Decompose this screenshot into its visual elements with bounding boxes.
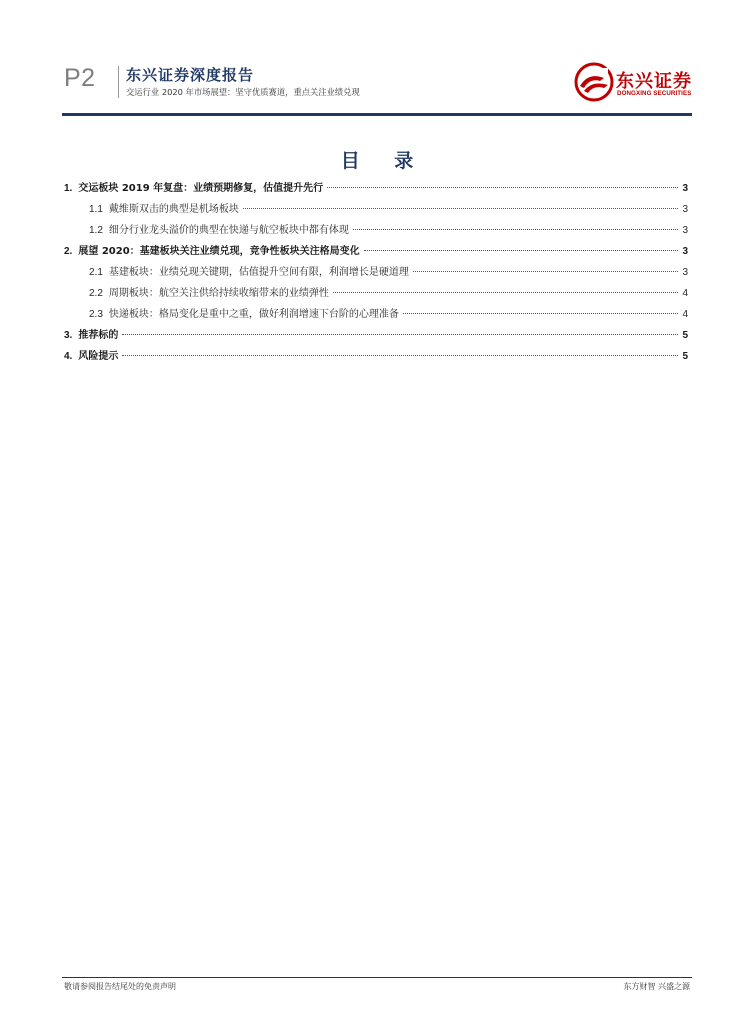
footer-slogan: 东方财智 兴盛之源 bbox=[623, 982, 690, 991]
dongxing-logo-mark-icon bbox=[574, 62, 614, 102]
toc-dot-leader bbox=[243, 207, 679, 209]
toc-entry-number: 4. bbox=[64, 351, 73, 362]
report-title: 东兴证券深度报告 bbox=[126, 66, 255, 84]
toc-entry-number: 1.1 bbox=[89, 204, 103, 215]
toc-entry-number: 2. bbox=[64, 246, 73, 257]
toc-entry-text: 展望 2020：基建板块关注业绩兑现，竞争性板块关注格局变化 bbox=[78, 246, 360, 257]
toc-entry-number: 2.1 bbox=[89, 267, 103, 278]
toc-entry-text: 基建板块：业绩兑现关键期，估值提升空间有限，利润增长是硬道理 bbox=[108, 267, 409, 278]
report-subtitle: 交运行业 2020 年市场展望：坚守优质赛道，重点关注业绩兑现 bbox=[126, 87, 360, 97]
toc-entry-section[interactable] bbox=[64, 178, 688, 199]
toc-dot-leader bbox=[333, 291, 679, 293]
toc-entry-page-number: 5 bbox=[682, 351, 688, 362]
logo-name-cn: 东兴证券 bbox=[616, 71, 692, 92]
toc-entry-text: 风险提示 bbox=[78, 351, 119, 362]
toc-entry-subsection[interactable] bbox=[64, 220, 688, 241]
header-divider bbox=[118, 66, 119, 98]
toc-entry-number: 1.2 bbox=[89, 225, 103, 236]
toc-entry-number: 2.3 bbox=[89, 309, 103, 320]
toc-dot-leader bbox=[364, 249, 679, 251]
page-number: P2 bbox=[64, 64, 96, 92]
toc-entry-page-number: 3 bbox=[682, 267, 688, 278]
page-header bbox=[0, 0, 754, 118]
toc-dot-leader bbox=[327, 186, 678, 188]
toc-entry-text: 推荐标的 bbox=[78, 330, 119, 341]
footer-rule bbox=[62, 977, 692, 978]
logo-name-en: DONGXING SECURITIES bbox=[617, 90, 692, 97]
toc-entry-text: 周期板块：航空关注供给持续收缩带来的业绩弹性 bbox=[108, 288, 329, 299]
toc-entry-subsection[interactable] bbox=[64, 304, 688, 325]
toc-dot-leader bbox=[122, 333, 678, 335]
toc-entry-subsection[interactable] bbox=[64, 199, 688, 220]
toc-entry-subsection[interactable] bbox=[64, 283, 688, 304]
toc-dot-leader bbox=[413, 270, 679, 272]
toc-entry-number: 1. bbox=[64, 183, 73, 194]
header-rule bbox=[62, 113, 692, 116]
toc-entry-page-number: 3 bbox=[682, 225, 688, 236]
toc-entry-page-number: 3 bbox=[682, 246, 688, 257]
toc-entry-page-number: 3 bbox=[682, 204, 688, 215]
toc-dot-leader bbox=[122, 354, 678, 356]
toc-entry-page-number: 4 bbox=[682, 288, 688, 299]
toc-entry-page-number: 3 bbox=[682, 183, 688, 194]
toc-entry-section[interactable] bbox=[64, 241, 688, 262]
company-logo bbox=[574, 62, 694, 102]
toc-entry-number: 2.2 bbox=[89, 288, 103, 299]
toc-entry-page-number: 4 bbox=[682, 309, 688, 320]
toc-dot-leader bbox=[353, 228, 679, 230]
toc-entry-text: 戴维斯双击的典型是机场板块 bbox=[108, 204, 239, 215]
toc-entry-text: 交运板块 2019 年复盘：业绩预期修复，估值提升先行 bbox=[78, 183, 324, 194]
toc-entry-page-number: 5 bbox=[682, 330, 688, 341]
toc-entry-number: 3. bbox=[64, 330, 73, 341]
toc-entry-section[interactable] bbox=[64, 346, 688, 367]
toc-title: 目 录 bbox=[340, 150, 428, 172]
toc-entry-section[interactable] bbox=[64, 325, 688, 346]
toc-entry-subsection[interactable] bbox=[64, 262, 688, 283]
footer-disclaimer-note: 敬请参阅报告结尾处的免责声明 bbox=[64, 982, 176, 991]
toc-dot-leader bbox=[403, 312, 679, 314]
table-of-contents bbox=[64, 178, 688, 367]
toc-entry-text: 细分行业龙头溢价的典型在快递与航空板块中都有体现 bbox=[108, 225, 349, 236]
toc-entry-text: 快递板块：格局变化是重中之重，做好利润增速下台阶的心理准备 bbox=[108, 309, 399, 320]
